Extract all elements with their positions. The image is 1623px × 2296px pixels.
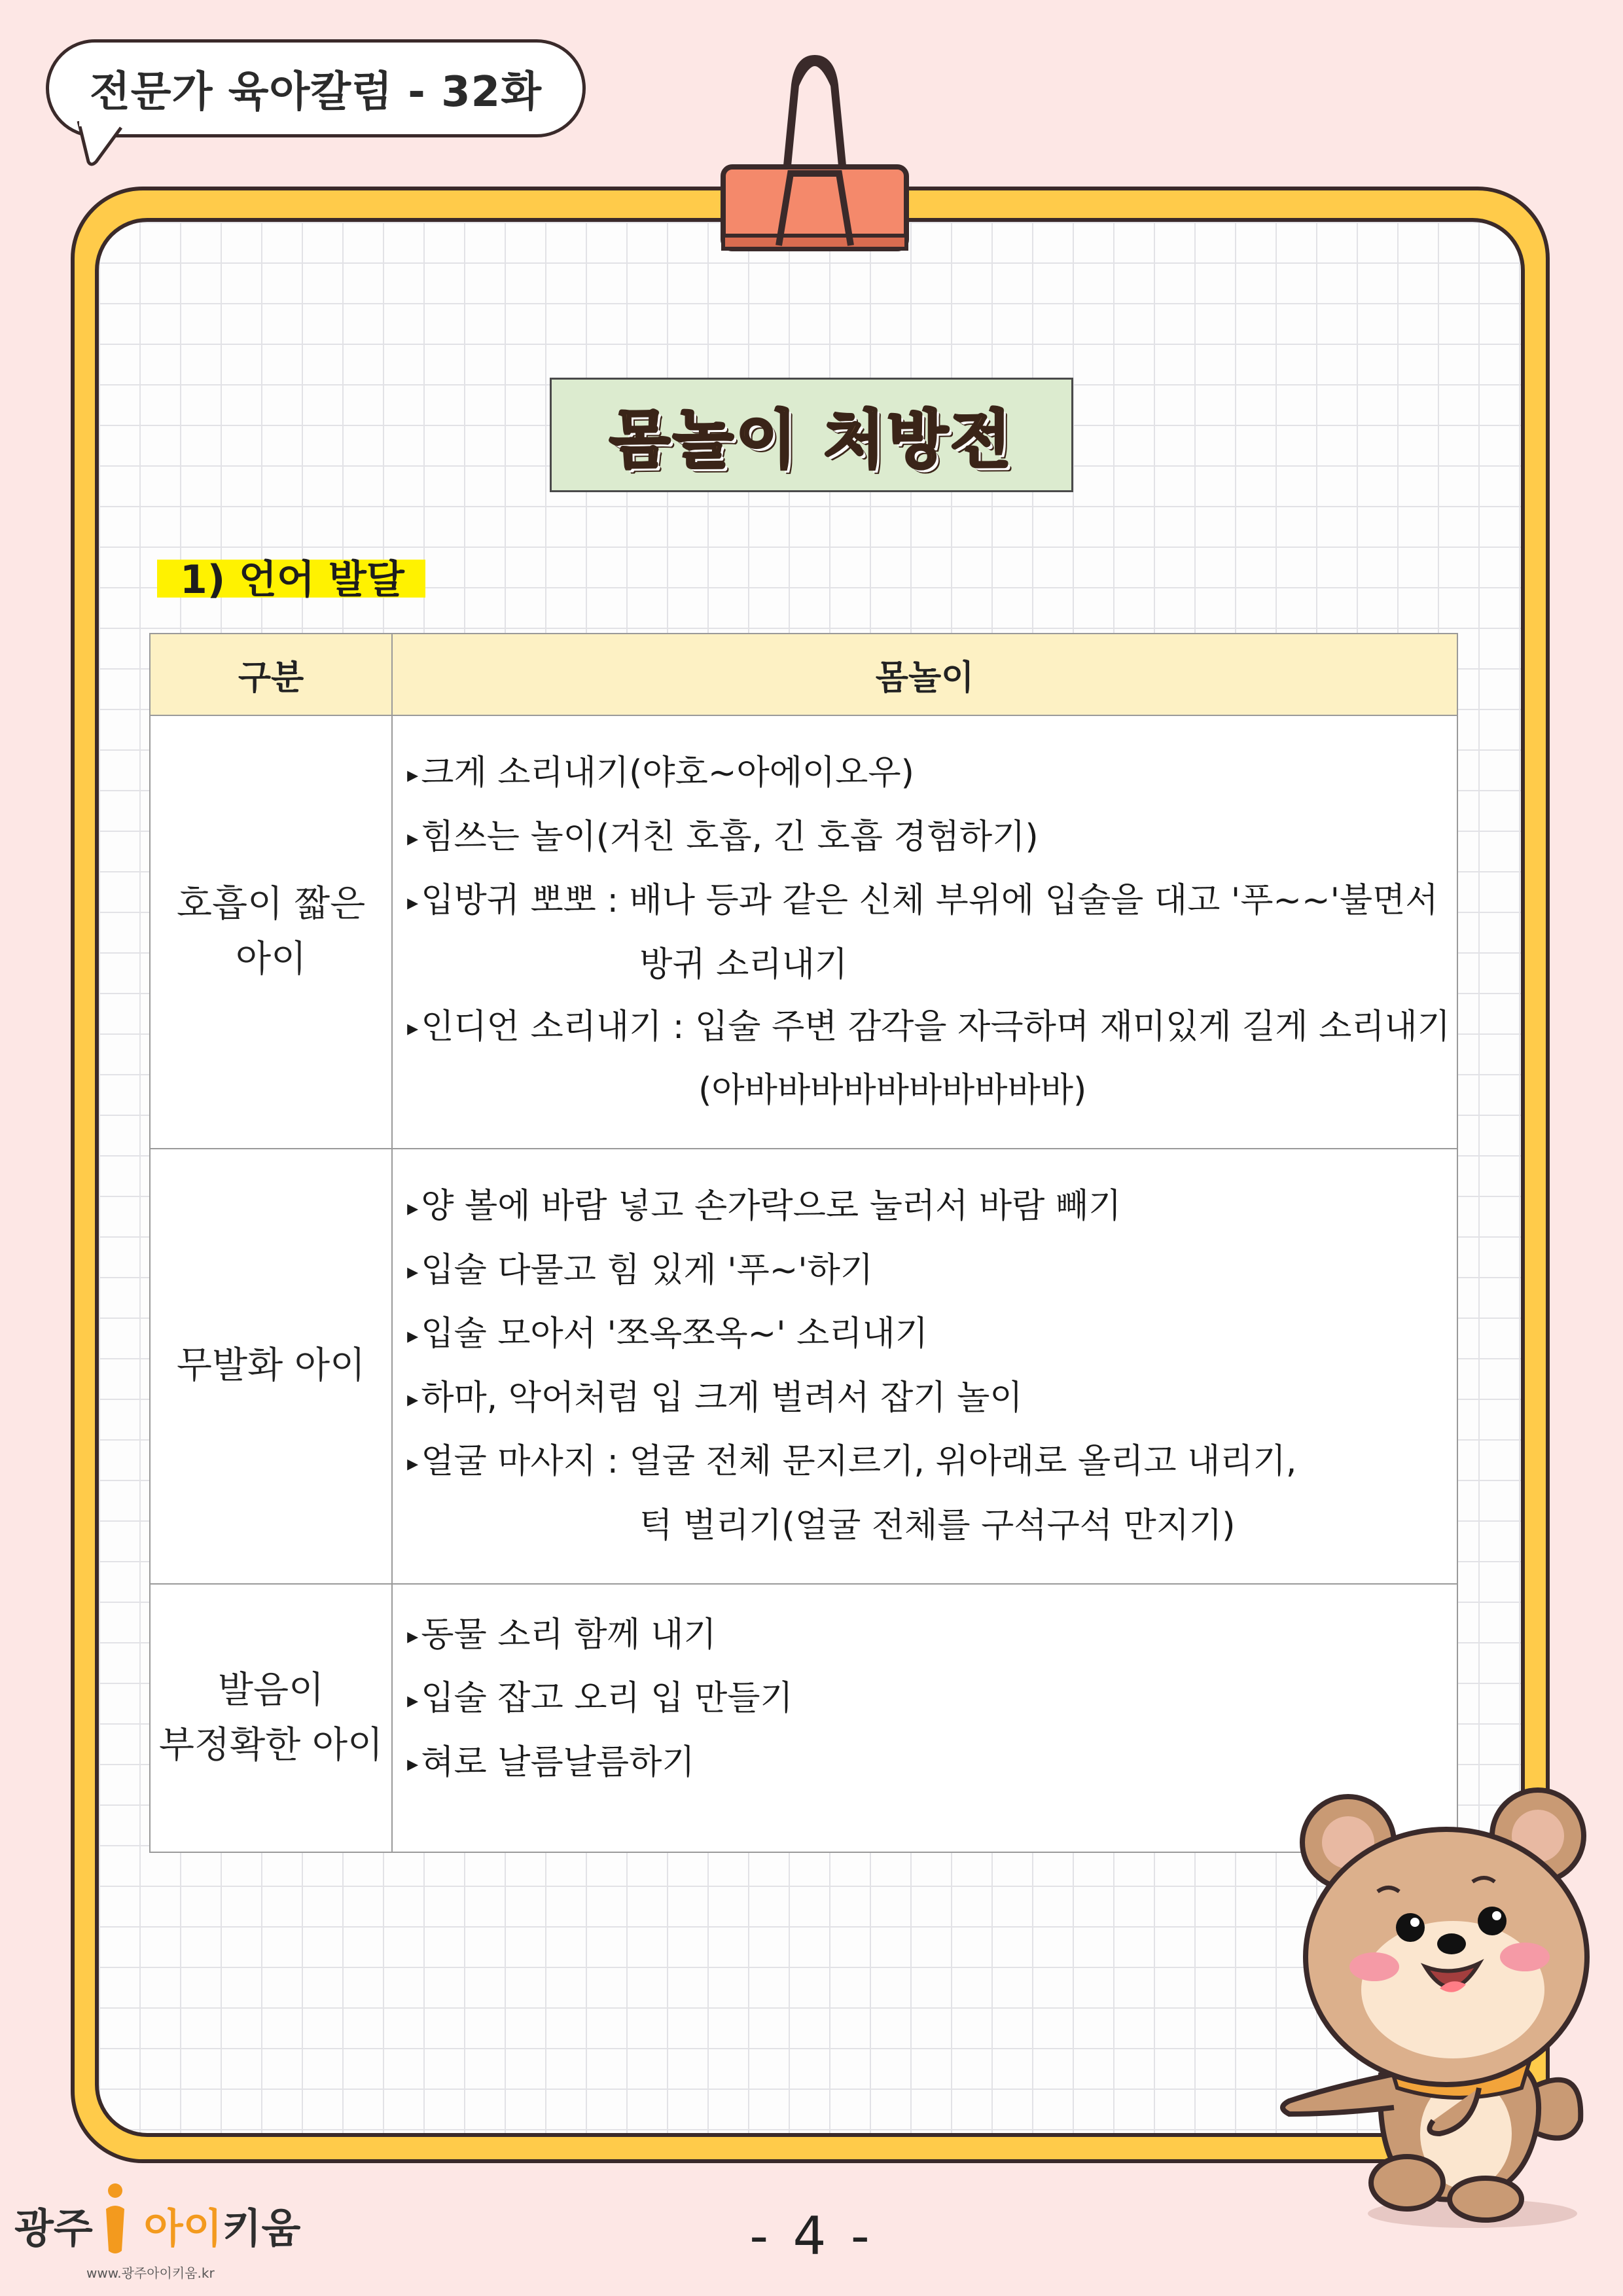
bullet-icon: ▸ <box>407 1623 419 1649</box>
list-item <box>407 870 1450 934</box>
bullet-icon: ▸ <box>407 1259 419 1285</box>
list-item <box>407 742 1450 806</box>
logo-url: www.광주아이키움.kr <box>86 2265 215 2281</box>
list-item <box>407 1431 1450 1495</box>
list-item <box>407 1604 1450 1668</box>
list-item <box>407 1668 1450 1732</box>
item-text: 입술 잡고 오리 입 만들기 <box>421 1679 793 1718</box>
logo-part1: 광주 <box>14 2204 93 2252</box>
series-label: 전문가 육아칼럼 - 32화 <box>89 68 543 117</box>
row-items <box>392 715 1457 1149</box>
item-text: 하마, 악어처럼 입 크게 벌려서 잡기 놀이 <box>421 1378 1023 1418</box>
bullet-icon: ▸ <box>407 889 419 916</box>
item-text: 입술 모아서 '쪼옥쪼옥~' 소리내기 <box>421 1314 928 1354</box>
item-text: 크게 소리내기(야호~아에이오우) <box>421 753 914 793</box>
play-table <box>149 633 1458 1853</box>
item-continuation: 방귀 소리내기 <box>639 944 848 984</box>
bullet-icon: ▸ <box>407 1322 419 1349</box>
table-row <box>150 715 1457 1149</box>
category-line: 무발화 아이 <box>176 1344 366 1388</box>
item-text: 얼굴 마사지 : 얼굴 전체 문지르기, 위아래로 올리고 내리기, <box>421 1442 1297 1481</box>
bullet-icon: ▸ <box>407 1687 419 1713</box>
header-play: 몸놀이 <box>392 634 1457 715</box>
row-category <box>150 1149 392 1584</box>
item-text: 인디언 소리내기 : 입술 주변 감각을 자극하며 재미있게 길게 소리내기 <box>421 1007 1450 1047</box>
row-items <box>392 1149 1457 1584</box>
list-item <box>407 806 1450 870</box>
category-line: 호흡이 짧은 <box>176 883 366 925</box>
list-item <box>407 1175 1450 1240</box>
section-heading: 1) 언어 발달 <box>180 557 404 603</box>
logo-wordmark <box>14 2196 300 2254</box>
bullet-icon: ▸ <box>407 761 419 788</box>
row-category <box>150 1584 392 1852</box>
category-line: 아이 <box>235 938 307 980</box>
title-box <box>550 378 1073 492</box>
category-line: 발음이 <box>217 1668 325 1712</box>
logo-i-icon <box>99 2183 131 2255</box>
table-row <box>150 1149 1457 1584</box>
item-text: 힘쓰는 놀이(거친 호흡, 긴 호흡 경험하기) <box>421 817 1039 857</box>
item-continuation: (아바바바바바바바바바바) <box>698 1071 1087 1110</box>
bullet-icon: ▸ <box>407 1194 419 1221</box>
row-category <box>150 715 392 1149</box>
bullet-icon: ▸ <box>407 1450 419 1477</box>
list-item <box>407 1367 1450 1431</box>
header-category: 구분 <box>150 634 392 715</box>
list-item <box>407 1240 1450 1304</box>
page-number: - 4 - <box>749 2206 874 2267</box>
item-text: 입술 다물고 힘 있게 '푸~'하기 <box>421 1250 874 1290</box>
table-header-row <box>150 634 1457 715</box>
item-text: 동물 소리 함께 내기 <box>421 1615 717 1655</box>
bullet-icon: ▸ <box>407 1386 419 1412</box>
item-text: 양 볼에 바람 넣고 손가락으로 눌러서 바람 빼기 <box>421 1187 1122 1226</box>
page-title: 몸놀이 처방전 <box>609 403 1014 476</box>
bullet-icon: ▸ <box>407 1751 419 1777</box>
brand-logo <box>14 2183 301 2287</box>
item-text: 입방귀 뽀뽀 : 배나 등과 같은 신체 부위에 입술을 대고 '푸~~'불면서 <box>421 881 1438 920</box>
bubble-tail <box>75 121 128 167</box>
bullet-icon: ▸ <box>407 825 419 852</box>
list-item <box>407 1303 1450 1367</box>
binder-clip-icon <box>713 46 916 275</box>
logo-part2: 아이 <box>143 2204 223 2252</box>
list-item <box>407 996 1450 1060</box>
quokka-mascot-icon <box>1276 1780 1616 2278</box>
bullet-icon: ▸ <box>407 1015 419 1041</box>
logo-part3: 키움 <box>222 2204 301 2252</box>
category-line: 부정확한 아이 <box>158 1723 383 1767</box>
item-text: 혀로 날름날름하기 <box>421 1742 695 1782</box>
item-continuation: 턱 벌리기(얼굴 전체를 구석구석 만지기) <box>639 1505 1236 1545</box>
table-row <box>150 1584 1457 1852</box>
